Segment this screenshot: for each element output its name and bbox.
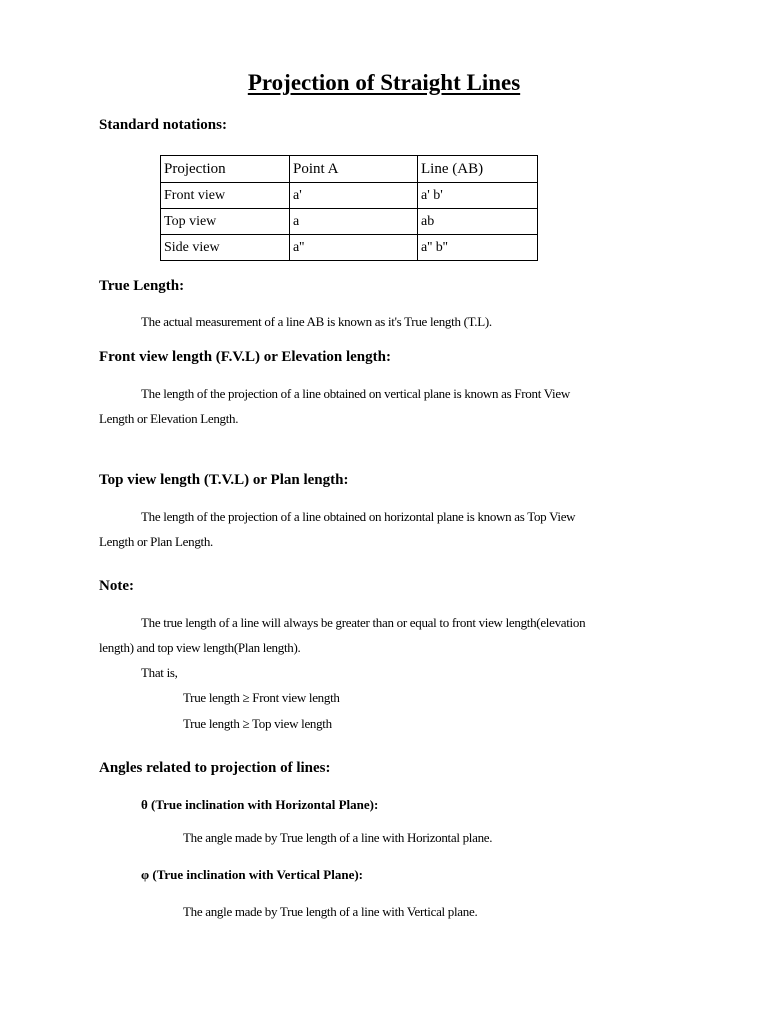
theta-text: The angle made by True length of a line with Horizontal plane. [183, 830, 493, 845]
top-view-length-heading: Top view length (T.V.L) or Plan length: [99, 472, 349, 488]
table-row [161, 235, 538, 261]
theta-label: θ (True inclination with Horizontal Plane): [141, 797, 379, 812]
table-cell: a'' [290, 235, 418, 261]
note-inequality-1: True length ≥ Front view length [183, 690, 340, 705]
true-length-text: The actual measurement of a line AB is known as it's True length (T.L). [141, 314, 492, 329]
angles-heading: Angles related to projection of lines: [99, 760, 331, 776]
table-header-cell: Projection [161, 156, 290, 183]
page-title: Projection of Straight Lines [247, 70, 521, 95]
table-header-cell: Line (AB) [418, 156, 538, 183]
note-line-1: The true length of a line will always be greater than or equal to front view length(elevation [141, 615, 586, 630]
table-cell: a' [290, 183, 418, 209]
front-view-length-heading: Front view length (F.V.L) or Elevation length: [99, 349, 391, 365]
front-view-length-line-1: The length of the projection of a line obtained on vertical plane is known as Front View [141, 386, 570, 401]
table-header-row [161, 156, 538, 183]
phi-text: The angle made by True length of a line with Vertical plane. [183, 904, 478, 919]
table-row [161, 209, 538, 235]
notations-table [160, 155, 538, 261]
table-cell: a [290, 209, 418, 235]
top-view-length-line-2: Length or Plan Length. [99, 534, 213, 549]
note-line-2: length) and top view length(Plan length). [99, 640, 301, 655]
table-cell: Top view [161, 209, 290, 235]
table-cell: Front view [161, 183, 290, 209]
note-inequality-2: True length ≥ Top view length [183, 716, 332, 731]
top-view-length-line-1: The length of the projection of a line obtained on horizontal plane is known as Top View [141, 509, 576, 524]
note-that-is: That is, [141, 665, 178, 680]
table-cell: Side view [161, 235, 290, 261]
table-cell: ab [418, 209, 538, 235]
true-length-heading: True Length: [99, 278, 185, 294]
table-cell: a' b' [418, 183, 538, 209]
table-row [161, 183, 538, 209]
standard-notations-heading: Standard notations: [99, 117, 227, 133]
front-view-length-line-2: Length or Elevation Length. [99, 411, 239, 426]
phi-label: φ (True inclination with Vertical Plane): [141, 867, 363, 882]
table-header-cell: Point A [290, 156, 418, 183]
note-heading: Note: [99, 578, 134, 594]
table-cell: a'' b'' [418, 235, 538, 261]
